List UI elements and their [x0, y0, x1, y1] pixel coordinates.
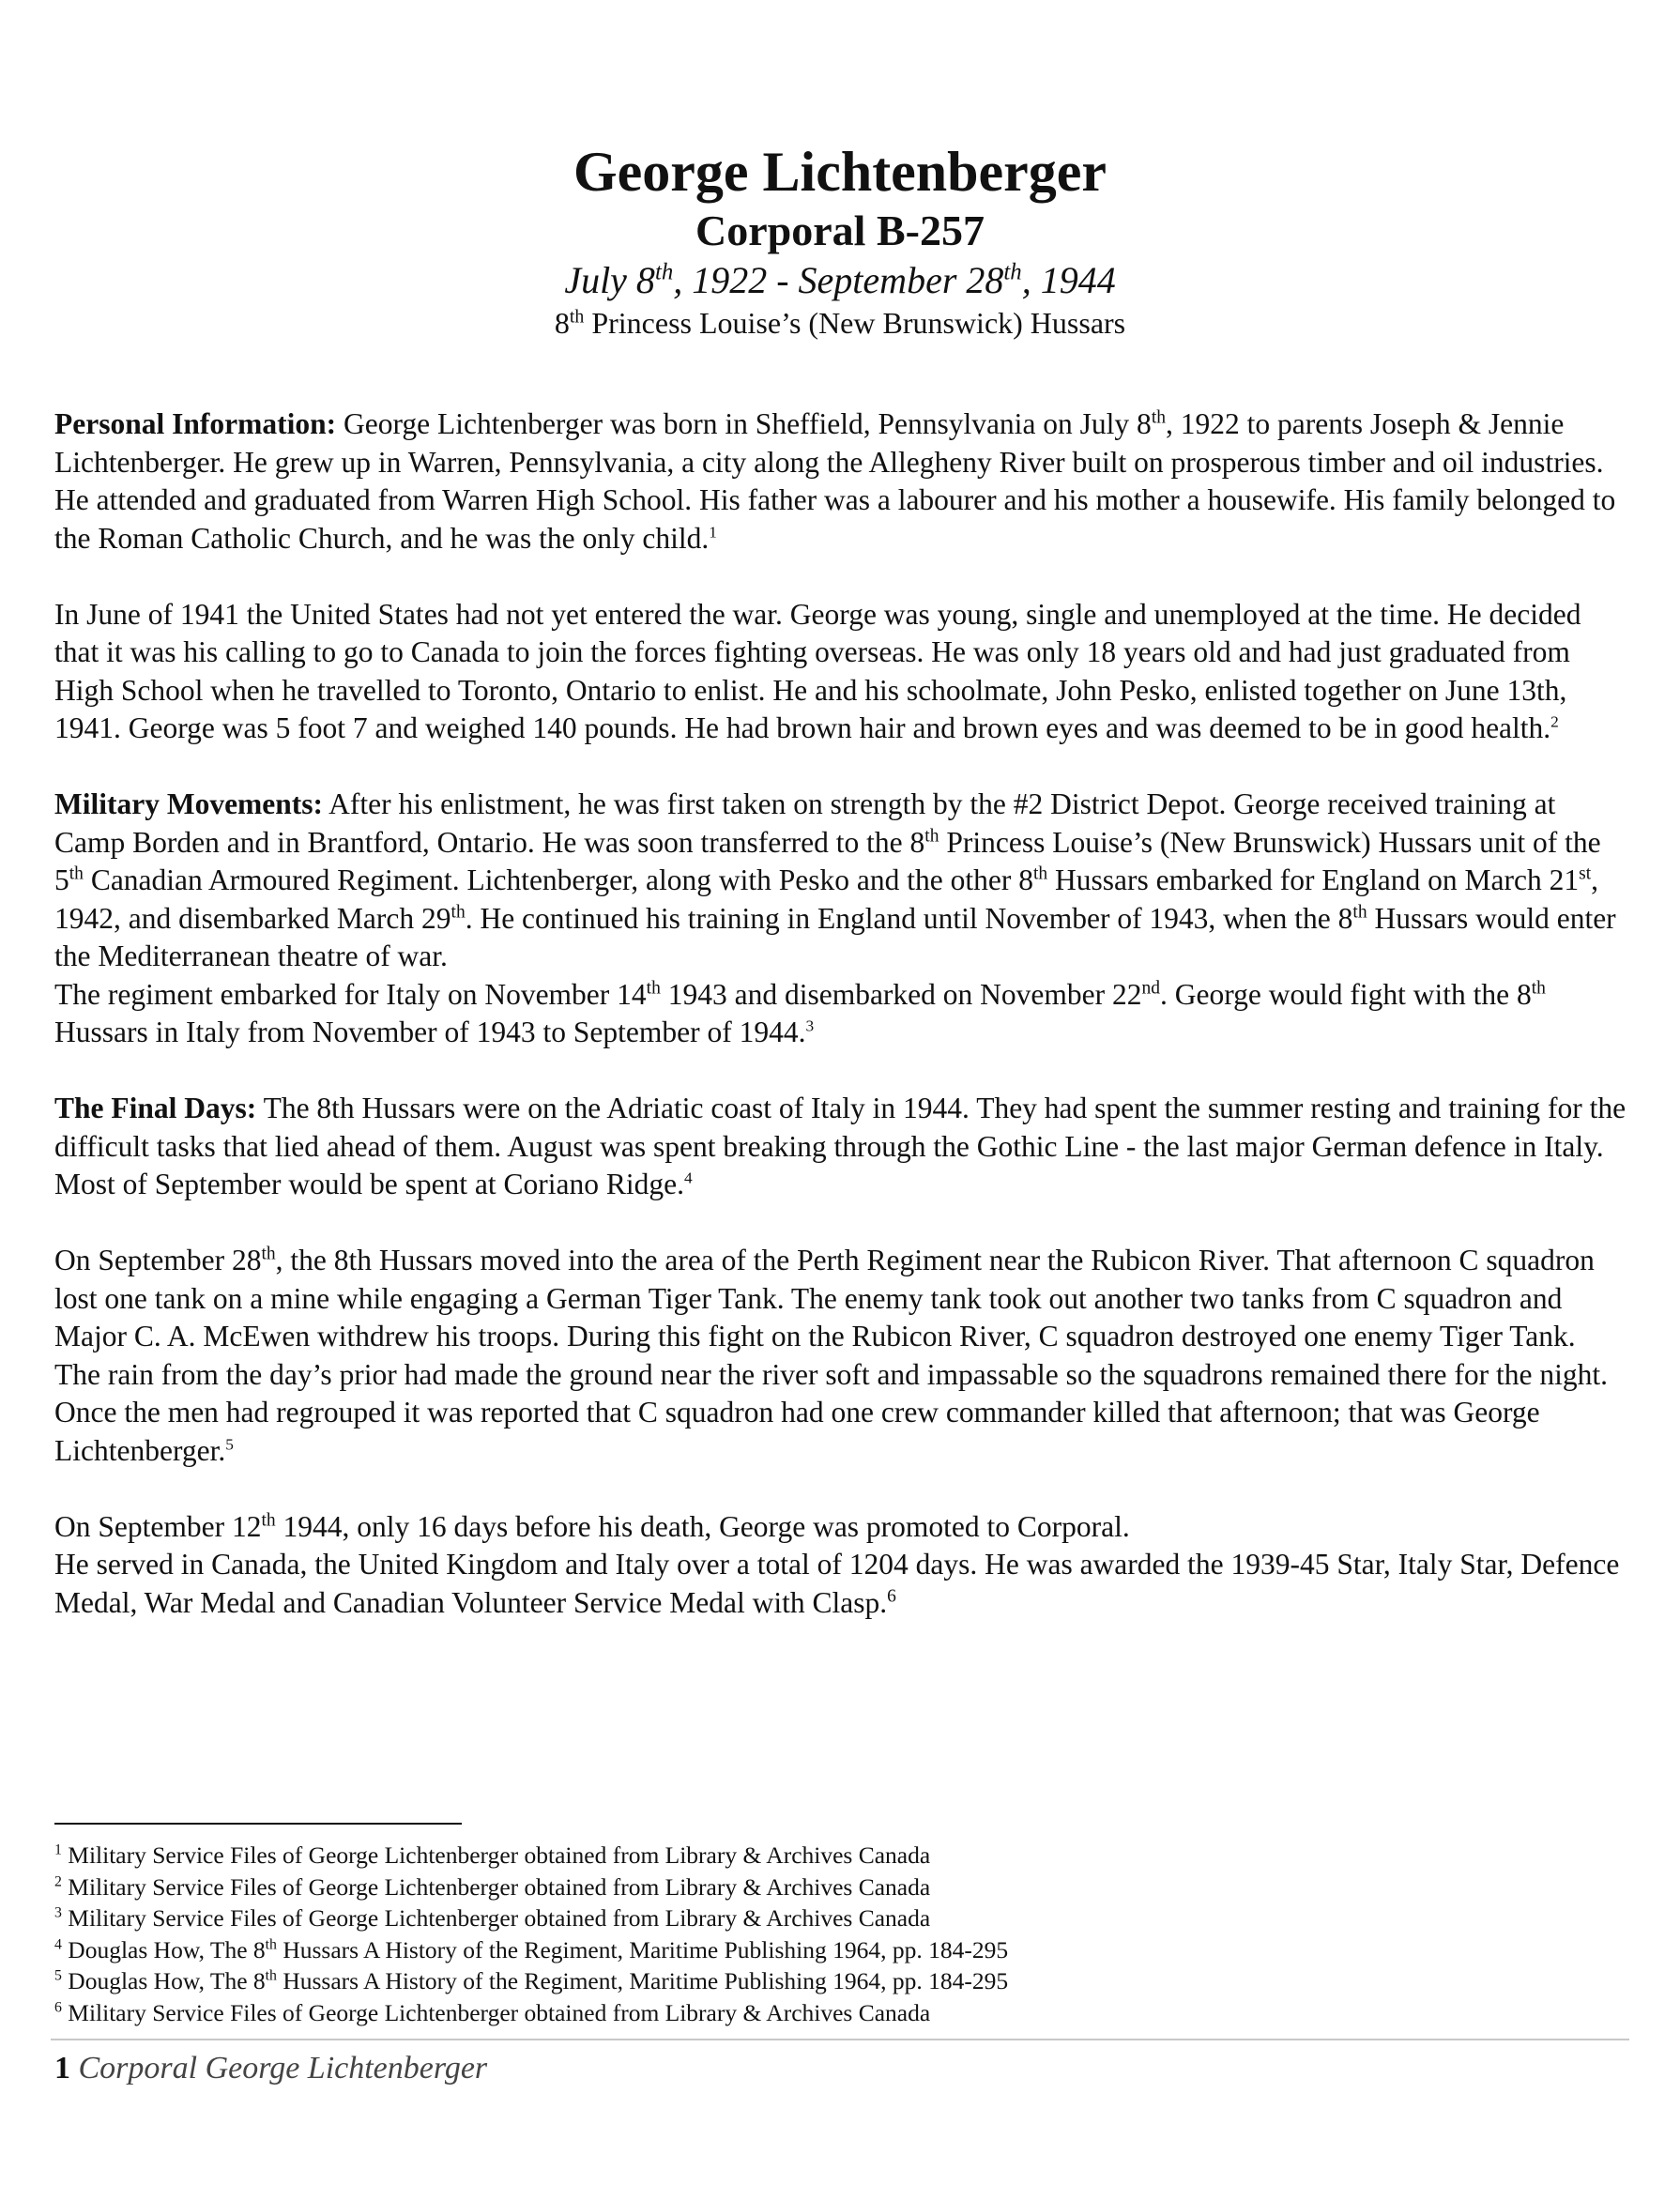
document-body	[54, 405, 1627, 1660]
ordinal-suffix: th	[1352, 902, 1367, 922]
footnote-reference: 4	[684, 1169, 693, 1187]
paragraph-text: , 1922 to parents Joseph & Jennie Lichtenberger. He grew up in Warren, Pennsylvania, a city along the Allegheny River built on prosperous timber and oil industries. He attended and graduated from Warren High School. His father was a labourer and his mother a housewife. His family belonged to the Roman Catholic Church, and he was the only child.	[54, 407, 1616, 555]
death-year-text: , 1944	[1021, 259, 1116, 301]
footnote-text: Military Service Files of George Lichtenberger obtained from Library & Archives Canada	[61, 1998, 931, 2026]
footnote-item	[54, 1840, 1627, 1872]
paragraph-text: 1944, only 16 days before his death, George was promoted to Corporal.	[275, 1509, 1130, 1543]
unit-line	[0, 304, 1680, 342]
personal-information-paragraph	[54, 405, 1627, 558]
paragraph-text: Hussars in Italy from November of 1943 to September of 1944.	[54, 1016, 806, 1048]
footnote-item	[54, 1872, 1627, 1903]
page-title: George Lichtenberger	[573, 141, 1107, 203]
ordinal-suffix: st	[1579, 863, 1592, 884]
promotion-paragraph	[54, 1508, 1627, 1623]
paragraph-text: On September 28	[54, 1244, 262, 1276]
footnote-reference: 6	[887, 1586, 896, 1606]
page-footer-rule	[51, 2039, 1629, 2040]
footnote-item	[54, 1997, 1627, 2029]
footnote-item	[54, 1965, 1627, 1997]
footnote-reference: 5	[225, 1435, 234, 1453]
birth-suffix: th	[654, 259, 674, 285]
ordinal-suffix: th	[69, 863, 84, 884]
ordinal-suffix: th	[1032, 863, 1048, 884]
footnote-item	[54, 1902, 1627, 1934]
ordinal-suffix: th	[451, 902, 466, 922]
paragraph-text: , the 8th Hussars moved into the area of the Perth Regiment near the Rubicon River. That afternoon C squadron lost one tank on a mine while engaging a German Tiger Tank. The enemy tank took out another two tanks from C squadron and Major C. A. McEwen withdrew his troops. During this fight on the Rubicon River, C squadron destroyed one enemy Tiger Tank. The rain from the day’s prior had made the ground near the river soft and impassable so the squadrons remained there for the night. Once the men had regrouped it was reported that C squadron had one crew commander killed that afternoon; that was George Lichtenberger.	[54, 1244, 1608, 1467]
footnote-mark: 4	[54, 1936, 62, 1952]
footnote-item	[54, 1934, 1627, 1966]
page-number: 1	[54, 2051, 70, 2086]
ordinal-suffix: th	[261, 1244, 276, 1264]
paragraph-line-group	[54, 786, 1627, 976]
ordinal-suffix: th	[265, 1936, 277, 1952]
footer-title: Corporal George Lichtenberger	[70, 2051, 488, 2086]
paragraph-text: He served in Canada, the United Kingdom and Italy over a total of 1204 days. He was awarded the 1939-45 Star, Italy Star, Defence Medal, War Medal and Canadian Volunteer Service Medal with Clasp.	[54, 1548, 1620, 1619]
section-label: Military Movements:	[54, 787, 324, 820]
footnote-mark: 5	[54, 1967, 62, 1984]
military-movements-paragraph	[54, 786, 1627, 1052]
paragraph-text: After his enlistment, he was first taken on strength by the #2 District Depot. George received training at Camp Borden and in Brantford, Ontario. He was soon transferred to the 8	[54, 787, 1556, 859]
footnote-reference: 1	[709, 523, 717, 541]
paragraph-text: In June of 1941 the United States had not yet entered the war. George was young, single and unemployed at the time. He decided that it was his calling to go to Canada to join the forces fighting overseas. He was only 18 years old and had just graduated from High School when he travelled to Toronto, Ontario to enlist. He and his schoolmate, John Pesko, enlisted together on June 13th, 1941. George was 5 foot 7 and weighed 140 pounds. He had brown hair and brown eyes and was deemed to be in good health.	[54, 597, 1581, 744]
unit-number: 8	[554, 306, 570, 340]
footnote-mark: 1	[54, 1841, 62, 1858]
paragraph-text: The regiment embarked for Italy on November 14	[54, 977, 647, 1011]
document-header	[0, 139, 1680, 342]
unit-suffix: th	[569, 306, 585, 328]
footnotes-list	[54, 1840, 1627, 2028]
footnote-mark: 2	[54, 1873, 62, 1889]
section-label: Personal Information:	[54, 407, 337, 440]
footnote-text: Douglas How, The 8	[61, 1967, 266, 1994]
paragraph-text: Princess Louise’s (New Brunswick) Hussars unit of the 5	[54, 825, 1601, 896]
paragraph-text: Hussars embarked for England on March 21	[1047, 863, 1580, 896]
footnote-text: Douglas How, The 8	[61, 1935, 266, 1963]
paragraph-text: , 1942, and disembarked March 29	[54, 863, 1599, 935]
paragraph-text: 1943 and disembarked on November 22	[660, 977, 1142, 1011]
paragraph-line-group	[54, 1508, 1627, 1547]
ordinal-suffix: th	[646, 978, 661, 998]
rank-subtitle: Corporal B-257	[695, 206, 985, 254]
footnote-reference: 2	[1550, 712, 1559, 731]
footnote-text: Military Service Files of George Lichtenberger obtained from Library & Archives Canada	[61, 1904, 931, 1932]
footnote-text: Military Service Files of George Lichtenberger obtained from Library & Archives Canada	[61, 1841, 931, 1869]
footnote-text: Hussars A History of the Regiment, Maritime Publishing 1964, pp. 184-295	[276, 1967, 1009, 1994]
paragraph-line-group	[54, 1546, 1627, 1622]
paragraph-text: George Lichtenberger was born in Sheffield, Pennsylvania on July 8	[336, 407, 1152, 440]
paragraph-line-group	[54, 976, 1627, 1052]
enlistment-paragraph	[54, 596, 1627, 748]
footnote-separator	[54, 1823, 462, 1825]
paragraph-text: The 8th Hussars were on the Adriatic coast of Italy in 1944. They had spent the summer resting and training for the difficult tasks that lied ahead of them. August was spent breaking through the Gothic Line - the last major German defence in Italy. Most of September would be spent at Coriano Ridge.	[54, 1092, 1627, 1200]
unit-name: Princess Louise’s (New Brunswick) Hussars	[584, 306, 1126, 340]
ordinal-suffix: nd	[1141, 978, 1160, 998]
death-suffix: th	[1003, 259, 1022, 285]
ordinal-suffix: th	[265, 1967, 277, 1984]
footnote-mark: 3	[54, 1904, 62, 1921]
paragraph-text: Canadian Armoured Regiment. Lichtenberger, along with Pesko and the other 8	[83, 863, 1033, 896]
ordinal-suffix: th	[1151, 407, 1166, 428]
death-paragraph	[54, 1242, 1627, 1470]
birth-date-text: July 8	[564, 259, 655, 301]
footnote-text: Military Service Files of George Lichtenberger obtained from Library & Archives Canada	[61, 1872, 931, 1901]
ordinal-suffix: th	[1531, 978, 1546, 998]
final-days-paragraph	[54, 1090, 1627, 1204]
life-dates	[0, 257, 1680, 304]
footnote-text: Hussars A History of the Regiment, Maritime Publishing 1964, pp. 184-295	[276, 1935, 1009, 1963]
ordinal-suffix: th	[261, 1510, 276, 1530]
paragraph-text: . George would fight with the 8	[1160, 977, 1532, 1011]
paragraph-text: Hussars would enter the Mediterranean theatre of war.	[54, 901, 1616, 972]
ordinal-suffix: th	[924, 826, 939, 846]
paragraph-text: On September 12	[54, 1509, 262, 1543]
footnote-mark: 6	[54, 1999, 62, 2015]
page-footer	[54, 2048, 487, 2089]
section-label: The Final Days:	[54, 1092, 257, 1124]
birth-year-text: , 1922 - September 28	[673, 259, 1004, 301]
footnote-reference: 3	[805, 1016, 815, 1035]
paragraph-text: . He continued his training in England until November of 1943, when the 8	[465, 901, 1353, 935]
